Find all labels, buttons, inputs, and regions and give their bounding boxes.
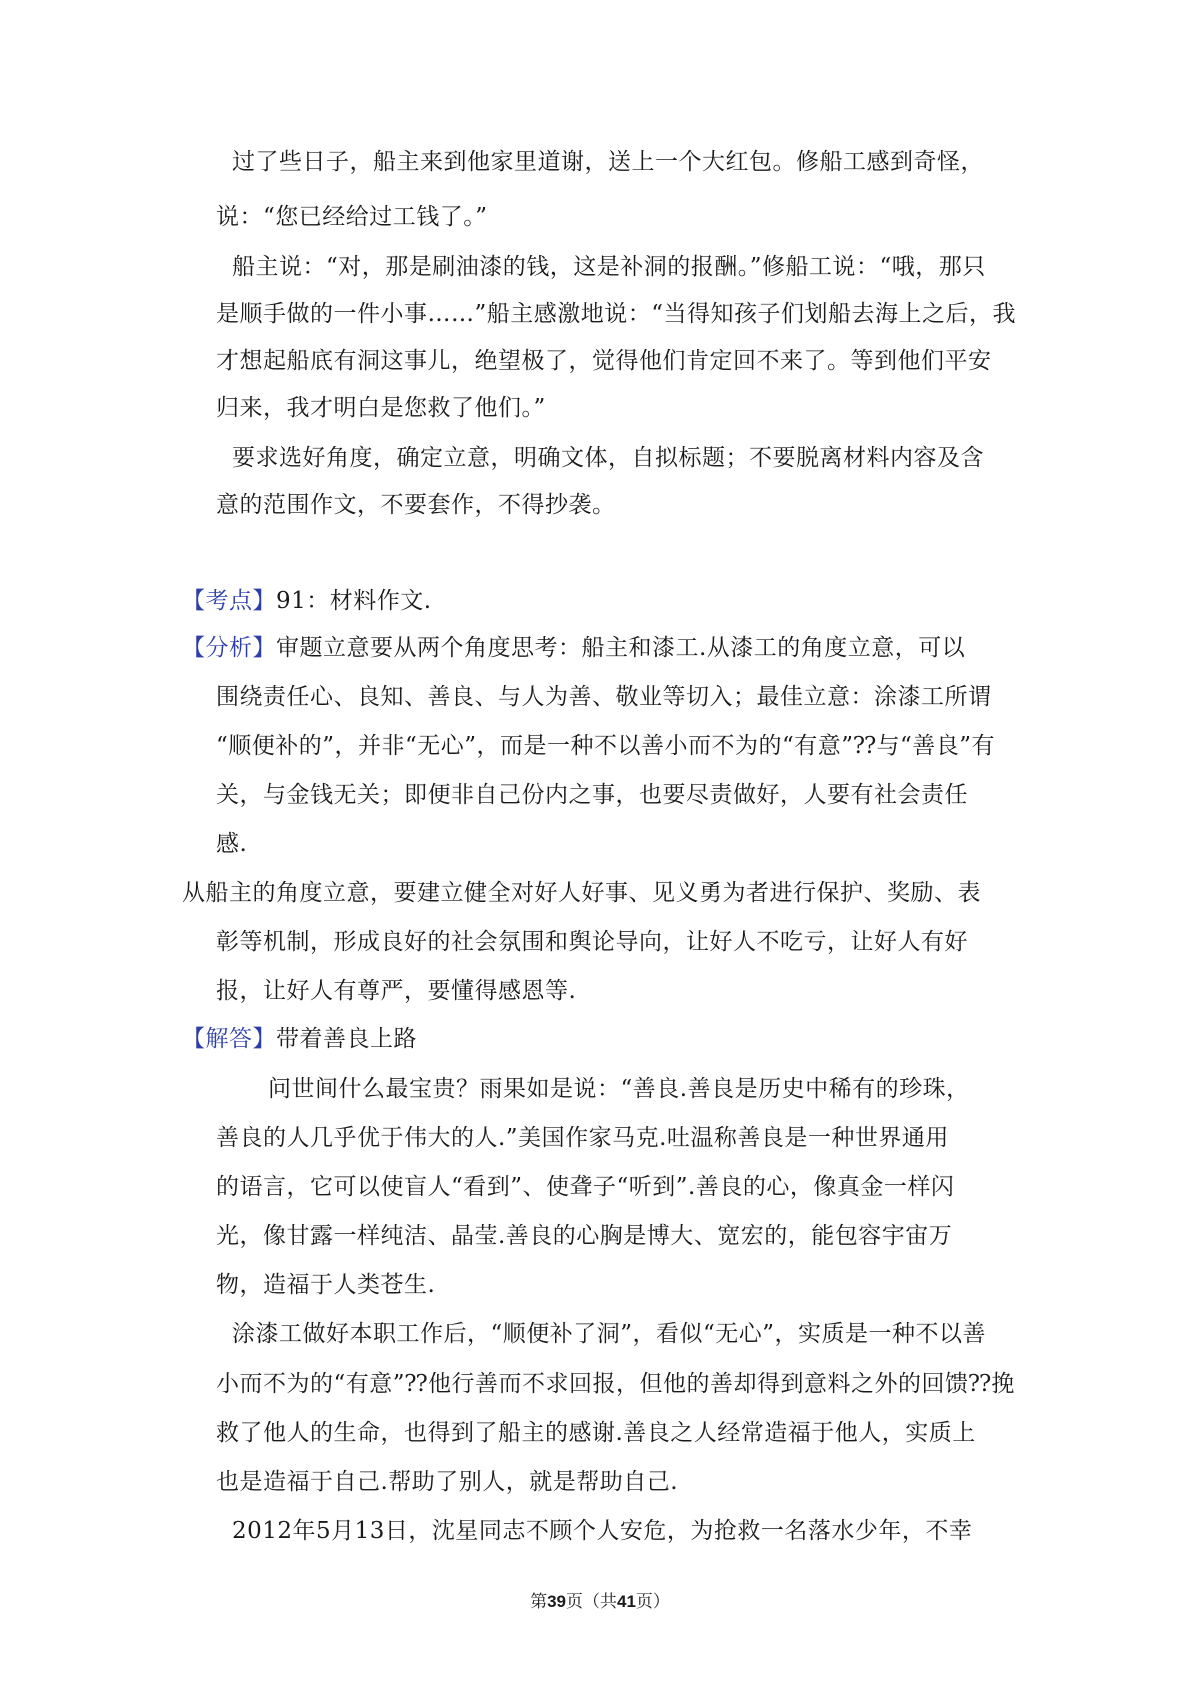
story-line: 意的范围作文，不要套作，不得抄袭。 (216, 492, 616, 518)
jieda-line: 光，像甘露一样纯洁、晶莹.善良的心胸是博大、宽宏的，能包容宇宙万 (216, 1223, 953, 1249)
jieda-line: 善良的人几乎优于伟大的人.”美国作家马克.吐温称善良是一种世界通用 (216, 1125, 949, 1151)
story-line: 船主说：“对，那是刷油漆的钱，这是补洞的报酬。”修船工说：“哦，那只 (232, 254, 986, 280)
footer-middle: 页（共 (566, 1592, 617, 1612)
story-line: 要求选好角度，确定立意，明确文体，自拟标题；不要脱离材料内容及含 (232, 445, 984, 471)
fenxi-line: 关，与金钱无关；即便非自己份内之事，也要尽责做好，人要有社会责任 (216, 782, 968, 808)
jieda-tag: 【解答】 (182, 1026, 276, 1052)
fenxi-text: 审题立意要从两个角度思考：船主和漆工.从漆工的角度立意，可以 (276, 635, 966, 661)
footer-prefix: 第 (530, 1592, 548, 1612)
kaodian-line (182, 585, 432, 617)
story-line: 过了些日子，船主来到他家里道谢，送上一个大红包。修船工感到奇怪， (232, 149, 984, 175)
footer-suffix: 页） (635, 1592, 670, 1612)
jieda-line: 也是造福于自己.帮助了别人，就是帮助自己. (216, 1469, 679, 1495)
story-line: 归来，我才明白是您救了他们。” (216, 395, 546, 421)
chuanzhu-line: 从船主的角度立意，要建立健全对好人好事、见义勇为者进行保护、奖励、表 (182, 880, 981, 906)
jieda-line: 问世间什么最宝贵？雨果如是说：“善良.善良是历史中稀有的珍珠， (268, 1076, 970, 1102)
chuanzhu-line: 报，让好人有尊严，要懂得感恩等. (216, 978, 577, 1004)
jieda-line: 救了他人的生命，也得到了船主的感谢.善良之人经常造福于他人，实质上 (216, 1420, 976, 1446)
fenxi-line: 感. (216, 831, 248, 857)
chuanzhu-line: 彰等机制，形成良好的社会氛围和舆论导向，让好人不吃亏，让好人有好 (216, 929, 968, 955)
jieda-title: 带着善良上路 (276, 1026, 417, 1052)
jieda-line (182, 1023, 417, 1055)
kaodian-text: 91：材料作文. (276, 588, 432, 614)
page-footer (0, 1590, 1200, 1614)
footer-total-pages: 41 (617, 1592, 636, 1611)
fenxi-line: 围绕责任心、良知、善良、与人为善、敬业等切入；最佳立意：涂漆工所谓 (216, 684, 992, 710)
jieda-line: 物，造福于人类苍生. (216, 1272, 436, 1298)
footer-page-number: 39 (547, 1592, 566, 1611)
jieda-line: 的语言，它可以使盲人“看到”、使聋子“听到”.善良的心，像真金一样闪 (216, 1174, 955, 1200)
jieda-line: 2012年5月13日，沈星同志不顾个人安危，为抢救一名落水少年，不幸 (232, 1518, 973, 1544)
story-line: 才想起船底有洞这事儿，绝望极了，觉得他们肯定回不来了。等到他们平安 (216, 348, 992, 374)
story-line: 说：“您已经给过工钱了。” (216, 204, 488, 230)
story-line: 是顺手做的一件小事……”船主感激地说：“当得知孩子们划船去海上之后，我 (216, 301, 1017, 327)
fenxi-line (182, 632, 965, 664)
fenxi-line: “顺便补的”，并非“无心”，而是一种不以善小而不为的“有意”⁇与“善良”有 (216, 733, 996, 759)
kaodian-tag: 【考点】 (182, 588, 276, 614)
jieda-line: 小而不为的“有意”⁇他行善而不求回报，但他的善却得到意料之外的回馈⁇挽 (216, 1371, 1015, 1397)
jieda-line: 涂漆工做好本职工作后，“顺便补了洞”，看似“无心”，实质是一种不以善 (232, 1321, 987, 1347)
fenxi-tag: 【分析】 (182, 635, 276, 661)
